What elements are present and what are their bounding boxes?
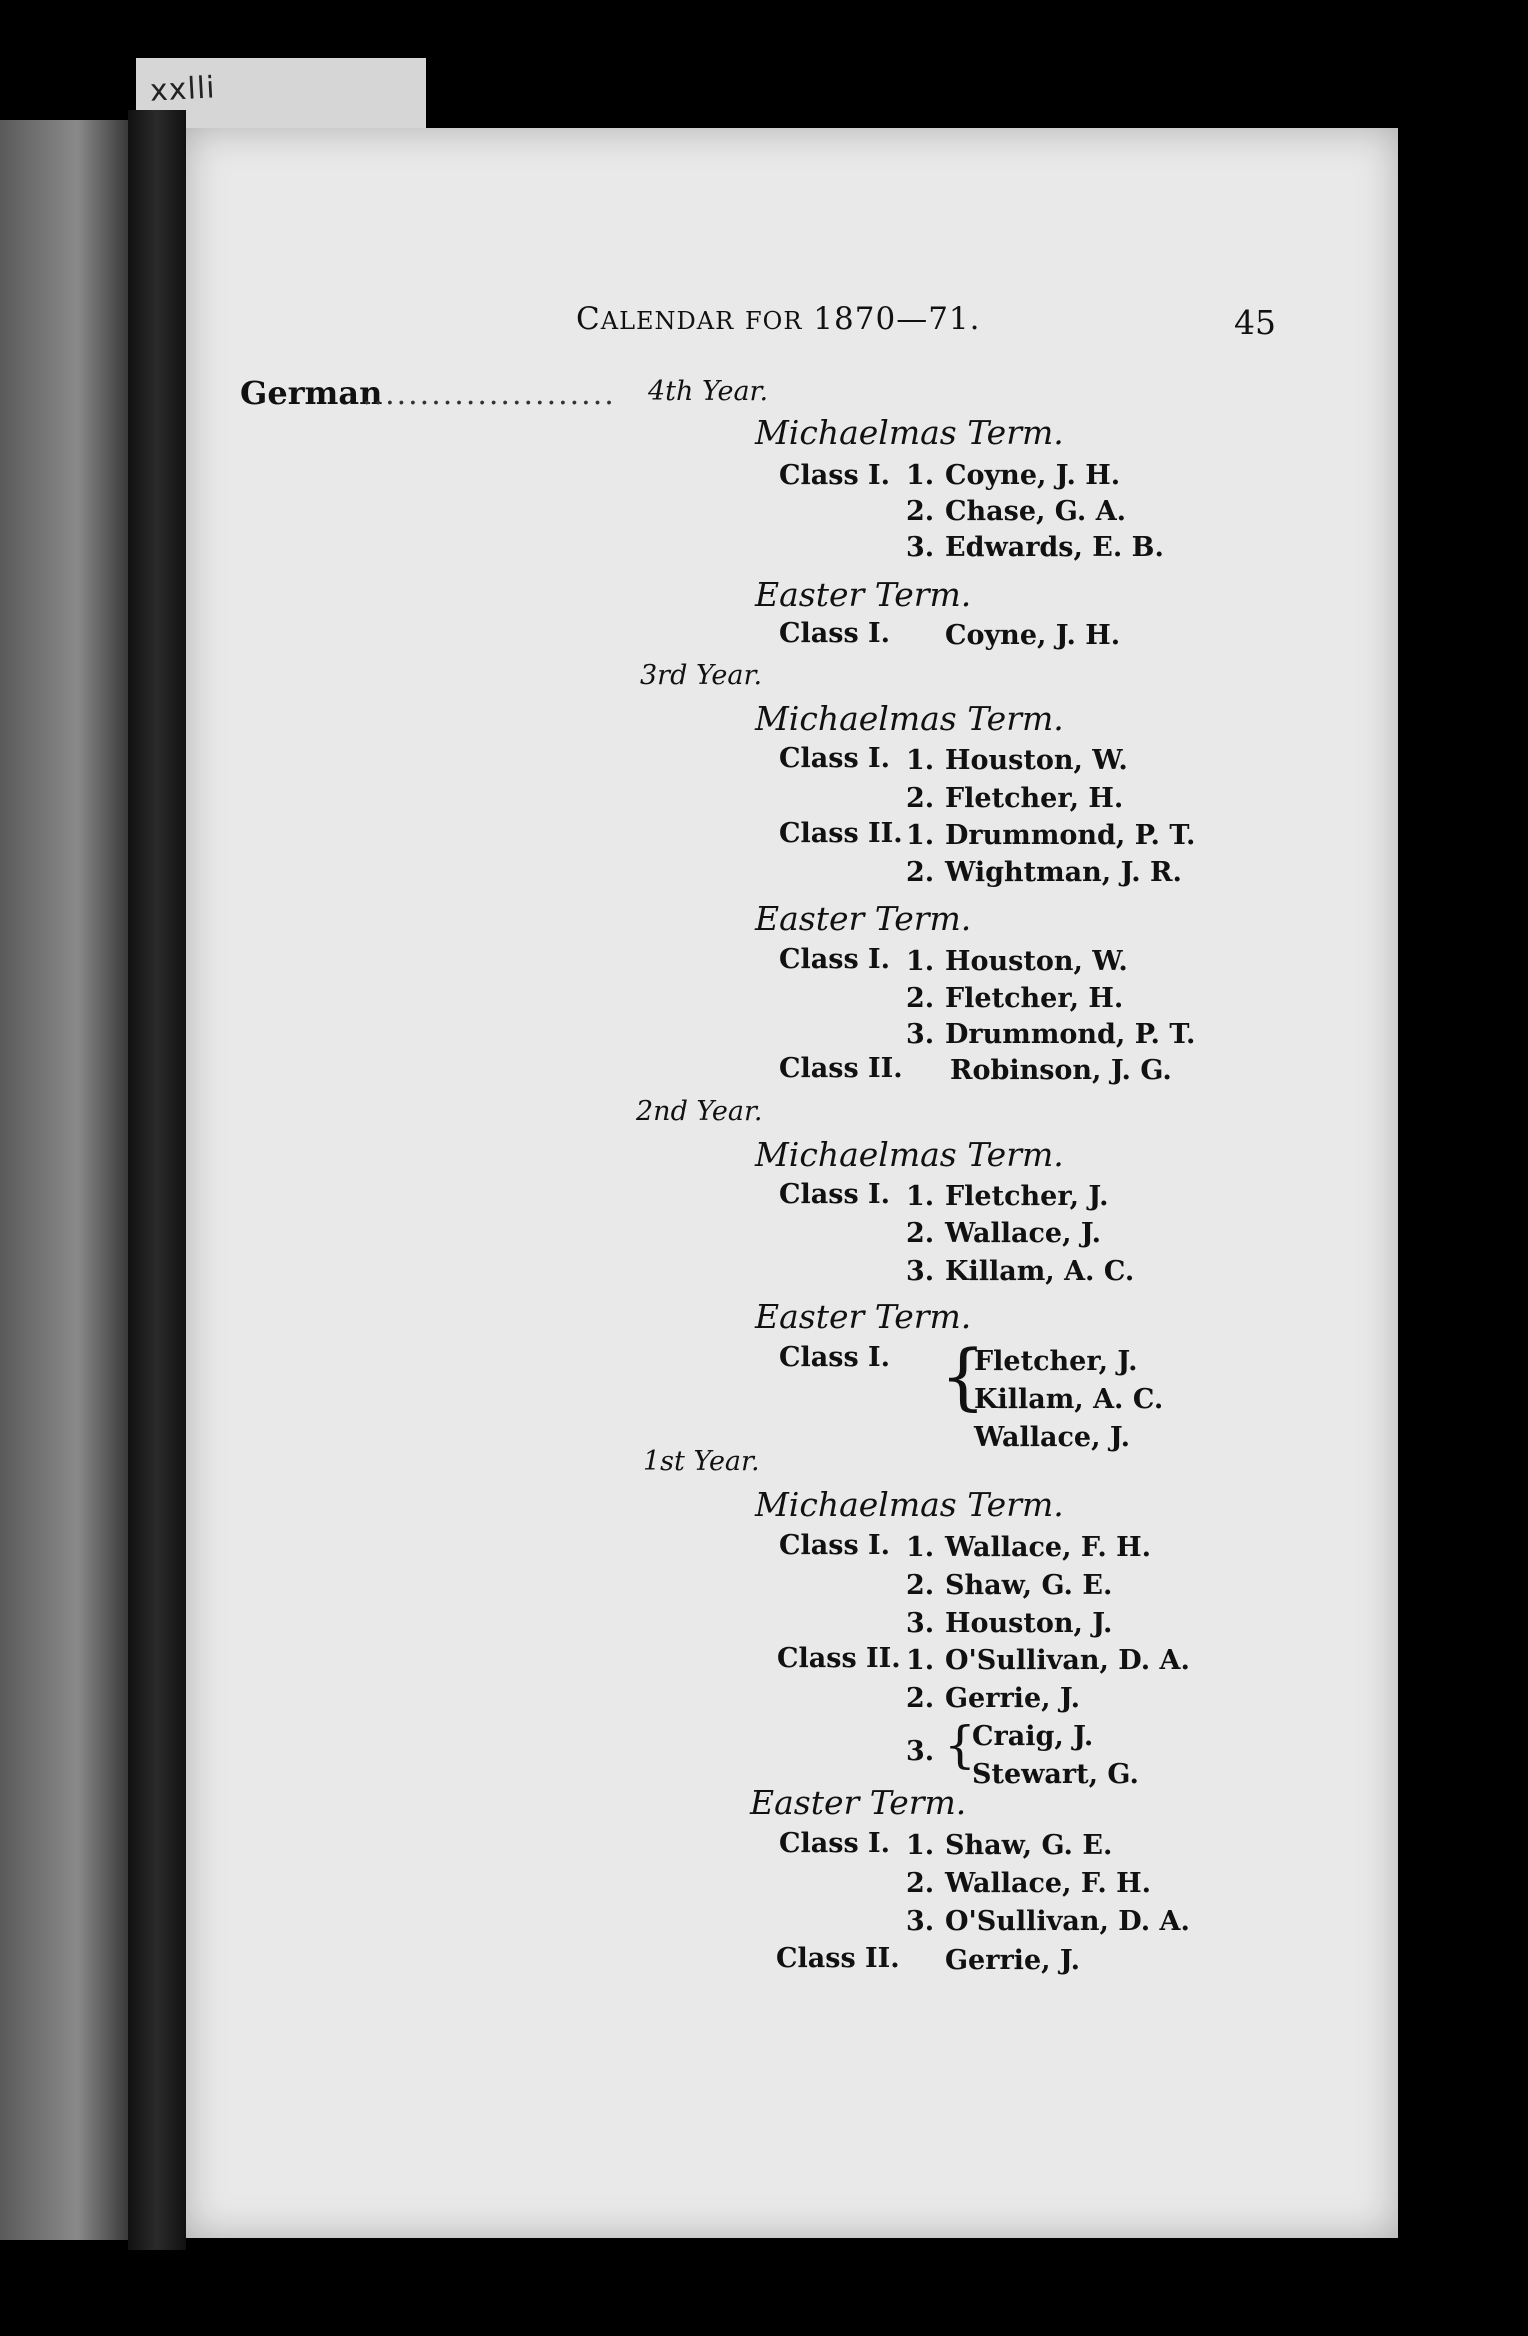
book-gutter [128, 110, 186, 2250]
student-name: Wallace, J. [974, 1422, 1130, 1453]
rank-number: 2. [906, 983, 935, 1014]
term-heading: Michaelmas Term. [755, 413, 1064, 452]
class-label: Class I. [779, 1828, 891, 1859]
rank-number: 2. [906, 857, 935, 888]
student-name: O'Sullivan, D. A. [945, 1645, 1190, 1676]
rank-number: 1. [906, 1181, 935, 1212]
student-name: Killam, A. C. [974, 1384, 1164, 1415]
student-name: Coyne, J. H. [945, 620, 1121, 651]
dot-leader: ...................... [362, 377, 616, 412]
student-name: Stewart, G. [972, 1759, 1139, 1790]
running-header: CALENDAR FOR 1870—71. [576, 301, 981, 337]
rank-number: 3. [906, 1019, 935, 1050]
student-name: Chase, G. A. [945, 496, 1127, 527]
class-label: Class II. [777, 1643, 901, 1674]
student-name: Drummond, P. T. [945, 1019, 1196, 1050]
student-name: Craig, J. [972, 1721, 1094, 1752]
year-heading: 4th Year. [648, 376, 769, 407]
student-name: O'Sullivan, D. A. [945, 1906, 1190, 1937]
term-heading: Easter Term. [755, 575, 972, 614]
class-label: Class II. [776, 1943, 900, 1974]
rank-number: 1. [906, 820, 935, 851]
student-name: Houston, W. [945, 946, 1128, 977]
class-label: Class I. [779, 460, 891, 491]
term-heading: Michaelmas Term. [755, 1135, 1064, 1174]
year-heading: 2nd Year. [636, 1096, 763, 1127]
page-number: 45 [1234, 303, 1276, 342]
student-name: Wallace, F. H. [945, 1868, 1152, 1899]
student-name: Coyne, J. H. [945, 460, 1121, 491]
term-heading: Easter Term. [755, 1297, 972, 1336]
student-name: Gerrie, J. [945, 1683, 1080, 1714]
class-label: Class I. [779, 618, 891, 649]
index-tab-label: xxlli [149, 70, 217, 109]
rank-number: 1. [906, 460, 935, 491]
rank-number: 1. [906, 1532, 935, 1563]
class-label: Class II. [779, 818, 903, 849]
rank-number: 3. [906, 1906, 935, 1937]
student-name: Houston, W. [945, 745, 1128, 776]
class-label: Class I. [779, 743, 891, 774]
student-name: Wallace, J. [945, 1218, 1101, 1249]
class-label: Class I. [779, 1530, 891, 1561]
rank-number: 3. [906, 1256, 935, 1287]
rank-number: 1. [906, 745, 935, 776]
student-name: Drummond, P. T. [945, 820, 1196, 851]
student-name: Shaw, G. E. [945, 1570, 1113, 1601]
rank-number: 2. [906, 1868, 935, 1899]
rank-number: 3. [906, 1608, 935, 1639]
student-name: Houston, J. [945, 1608, 1113, 1639]
facing-page [0, 120, 128, 2240]
rank-number: 1. [906, 946, 935, 977]
student-name: Fletcher, J. [974, 1346, 1138, 1377]
rank-number: 2. [906, 1570, 935, 1601]
student-name: Fletcher, J. [945, 1181, 1109, 1212]
term-heading: Michaelmas Term. [755, 1485, 1064, 1524]
class-label: Class I. [779, 944, 891, 975]
student-name: Edwards, E. B. [945, 532, 1164, 563]
year-heading: 3rd Year. [640, 660, 763, 691]
class-label: Class II. [779, 1053, 903, 1084]
student-name: Robinson, J. G. [950, 1055, 1172, 1086]
rank-number: 2. [906, 1218, 935, 1249]
subject-title: German [240, 374, 383, 412]
rank-number: 3. [906, 532, 935, 563]
class-label: Class I. [779, 1179, 891, 1210]
rank-number: 2. [906, 496, 935, 527]
rank-number: 2. [906, 783, 935, 814]
student-name: Gerrie, J. [945, 1945, 1080, 1976]
student-name: Killam, A. C. [945, 1256, 1135, 1287]
class-label: Class I. [779, 1342, 891, 1373]
rank-number: 2. [906, 1683, 935, 1714]
term-heading: Michaelmas Term. [755, 699, 1064, 738]
student-name: Wightman, J. R. [945, 857, 1182, 888]
year-heading: 1st Year. [643, 1446, 760, 1477]
term-heading: Easter Term. [755, 899, 972, 938]
tie-brace: { [940, 1334, 986, 1418]
student-name: Fletcher, H. [945, 783, 1124, 814]
student-name: Wallace, F. H. [945, 1532, 1152, 1563]
rank-number: 3. [906, 1736, 935, 1767]
tie-brace: { [944, 1716, 976, 1774]
rank-number: 1. [906, 1830, 935, 1861]
term-heading: Easter Term. [750, 1783, 967, 1822]
student-name: Shaw, G. E. [945, 1830, 1113, 1861]
rank-number: 1. [906, 1645, 935, 1676]
student-name: Fletcher, H. [945, 983, 1124, 1014]
